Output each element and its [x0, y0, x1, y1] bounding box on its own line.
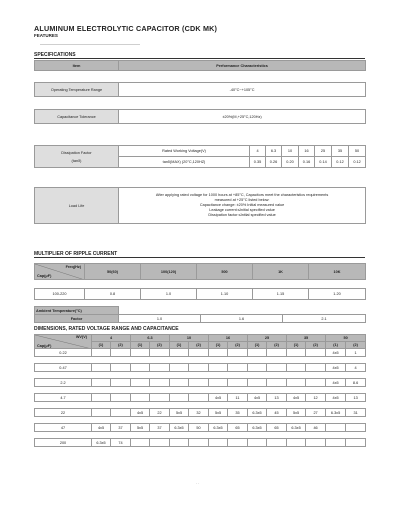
- factor-header: Factor: [35, 315, 119, 323]
- factor-value: 2.1: [283, 315, 366, 323]
- dim-voltage: 50: [326, 335, 366, 342]
- dimension-ripple: [306, 349, 326, 357]
- blank-cell: [35, 372, 366, 379]
- dissipation-factor-label: [35, 146, 119, 168]
- dimension-size: [131, 379, 150, 387]
- dimension-ripple: 13: [346, 394, 366, 402]
- dimension-size: [92, 394, 111, 402]
- dimension-ripple: [306, 364, 326, 372]
- sub-col-1: (1): [209, 342, 228, 349]
- dimension-ripple: 37: [111, 424, 131, 432]
- blank-cell: [119, 168, 366, 188]
- dimension-size: 5x5: [170, 409, 189, 417]
- voltage-cell: 16: [299, 146, 315, 157]
- dimension-ripple: [228, 349, 248, 357]
- dimension-ripple: [228, 379, 248, 387]
- dimension-ripple: [150, 439, 170, 447]
- dimension-size: 4x5: [287, 394, 306, 402]
- dimension-ripple: [267, 379, 287, 387]
- page-mark: · ·: [196, 482, 200, 486]
- blank-cell: [35, 357, 366, 364]
- dimension-ripple: [267, 349, 287, 357]
- dimension-cap: 0.22: [35, 349, 92, 357]
- dimension-ripple: [346, 424, 366, 432]
- dimension-ripple: 8.6: [346, 379, 366, 387]
- dimension-size: 5x5: [209, 409, 228, 417]
- dimension-ripple: [150, 394, 170, 402]
- dimension-ripple: 74: [111, 439, 131, 447]
- dimension-size: [287, 439, 306, 447]
- dimension-size: [92, 364, 111, 372]
- ripple-cap-range: 100-220: [35, 289, 85, 300]
- dimension-ripple: [189, 394, 209, 402]
- dimension-size: [170, 379, 189, 387]
- sub-col-2: (2): [111, 342, 131, 349]
- ambient-temperature-header: Ambient Temperature(°C): [35, 307, 119, 315]
- dimension-size: 6.3x5: [209, 424, 228, 432]
- blank-cell: [35, 97, 119, 110]
- dimension-size: [131, 394, 150, 402]
- dimension-ripple: [189, 439, 209, 447]
- dimension-size: 5x5: [131, 424, 150, 432]
- dim-voltage: 6.3: [131, 335, 170, 342]
- dimension-size: 4x5: [92, 424, 111, 432]
- blank-cell: [35, 168, 119, 188]
- dimension-ripple: 22: [150, 409, 170, 417]
- blank-cell: [119, 307, 366, 315]
- blank-cell: [35, 417, 366, 424]
- dimension-cap: 47: [35, 424, 92, 432]
- voltage-cell: 35: [332, 146, 349, 157]
- dimension-size: [287, 364, 306, 372]
- dimension-size: [248, 379, 267, 387]
- capacitance-tolerance-label: Capacitance Tolerance: [35, 110, 119, 124]
- load-life-line: Dissipation factor:≤Initial specified value: [208, 213, 276, 217]
- dimensions-table: [34, 334, 366, 447]
- dimensions-heading: DIMENSIONS, RATED VOLTAGE RANGE AND CAPACITANCE: [34, 326, 179, 332]
- dimension-size: [248, 349, 267, 357]
- dim-voltage: 35: [287, 335, 326, 342]
- voltage-cell: 50: [349, 146, 366, 157]
- freq-cell: 10K: [309, 264, 366, 280]
- spacer-row: [35, 402, 366, 409]
- wv-cap-corner: [35, 335, 92, 349]
- dimension-size: 4x5: [326, 364, 346, 372]
- dimension-ripple: [111, 349, 131, 357]
- dimension-ripple: 12: [306, 394, 326, 402]
- dimension-ripple: 27: [306, 409, 326, 417]
- dimension-size: 6.3x5: [170, 424, 189, 432]
- dimension-ripple: [189, 379, 209, 387]
- wv-header: WV(V): [75, 335, 87, 339]
- dimension-size: [92, 349, 111, 357]
- dim-voltage: 4: [92, 335, 131, 342]
- sub-col-1: (1): [131, 342, 150, 349]
- sub-col-1: (1): [287, 342, 306, 349]
- sub-col-2: (2): [267, 342, 287, 349]
- features-heading: FEATURES: [34, 33, 58, 38]
- dimension-ripple: [111, 364, 131, 372]
- tan-delta-row-label: tanδ(MAX) (20°C,120HZ): [119, 157, 250, 168]
- blank-cell: [35, 124, 119, 146]
- dimension-ripple: [346, 439, 366, 447]
- dimension-ripple: 45: [267, 409, 287, 417]
- dimension-size: [287, 379, 306, 387]
- dimension-size: [170, 364, 189, 372]
- blank-cell: [85, 280, 366, 289]
- operating-temperature-label: Operating Temperature Range: [35, 83, 119, 97]
- ripple-multiplier: 1.20: [309, 289, 366, 300]
- tan-delta-cell: 0.35: [250, 157, 266, 168]
- temperature-factor-table: [34, 306, 366, 323]
- dimension-row: [35, 439, 366, 447]
- dimension-ripple: 37: [150, 424, 170, 432]
- dimensions-body: [35, 349, 366, 447]
- dimension-ripple: 46: [306, 424, 326, 432]
- freq-cap-corner: [35, 264, 85, 280]
- dimension-ripple: [189, 349, 209, 357]
- blank-cell: [35, 71, 119, 83]
- sub-col-2: (2): [150, 342, 170, 349]
- blank-cell: [35, 432, 366, 439]
- ripple-multiplier: 1.10: [197, 289, 253, 300]
- tan-delta-cell: 0.12: [349, 157, 366, 168]
- dimension-ripple: 11: [228, 394, 248, 402]
- dissipation-factor-sub: (tanδ): [71, 158, 82, 163]
- dimension-ripple: [111, 379, 131, 387]
- sub-col-1: (1): [92, 342, 111, 349]
- operating-temperature-value: -40°C~+105°C: [119, 83, 366, 97]
- dim-voltage: 16: [209, 335, 248, 342]
- dimension-size: [326, 424, 346, 432]
- blank-cell: [119, 97, 366, 110]
- dimension-size: [248, 439, 267, 447]
- voltage-cell: 10: [282, 146, 299, 157]
- dimension-row: [35, 379, 366, 387]
- dimension-ripple: 65: [228, 424, 248, 432]
- load-life-label: Load Life: [35, 188, 119, 224]
- dimension-cap: 4.7: [35, 394, 92, 402]
- dimension-size: [248, 364, 267, 372]
- dimension-ripple: [228, 439, 248, 447]
- section-rule: [34, 58, 365, 59]
- load-life-line: After applying rated voltage for 1000 hours at +85°C, Capacitors meet the characteristics requirements: [155, 193, 329, 197]
- dissipation-factor-title: Dissipation Factor: [61, 150, 92, 155]
- tan-delta-cell: 0.26: [266, 157, 282, 168]
- blank-cell: [119, 124, 366, 146]
- sub-col-1: (1): [248, 342, 267, 349]
- dimension-ripple: 13: [267, 394, 287, 402]
- specifications-table: [34, 60, 366, 224]
- dimension-ripple: 65: [267, 424, 287, 432]
- voltage-cell: 4: [250, 146, 266, 157]
- dimension-ripple: 50: [189, 424, 209, 432]
- dimension-ripple: [306, 379, 326, 387]
- sub-col-2: (2): [306, 342, 326, 349]
- ripple-multiplier: 0.8: [85, 289, 141, 300]
- tan-delta-cell: 0.20: [282, 157, 299, 168]
- dimension-size: 5x5: [287, 409, 306, 417]
- document-title: ALUMINUM ELECTROLYTIC CAPACITOR (CDK MK): [34, 24, 218, 33]
- dimension-ripple: 32: [189, 409, 209, 417]
- dimension-size: [92, 409, 111, 417]
- rated-voltage-row-label: Rated Working Voltage(V): [119, 146, 250, 157]
- load-life-text: [119, 188, 366, 224]
- spacer-row: [35, 417, 366, 424]
- dimension-size: 4x5: [209, 394, 228, 402]
- dimension-ripple: [189, 364, 209, 372]
- dimension-size: 4x5: [248, 394, 267, 402]
- dimension-size: [209, 349, 228, 357]
- blank-cell: [119, 71, 366, 83]
- ripple-multiplier: 1.0: [141, 289, 197, 300]
- ripple-current-table: [34, 263, 366, 307]
- freq-cell: 1K: [253, 264, 309, 280]
- dimension-ripple: [150, 379, 170, 387]
- dimension-size: [92, 379, 111, 387]
- factor-value: 1.6: [201, 315, 283, 323]
- blank-cell: [35, 387, 366, 394]
- dimension-size: 6.3x5: [248, 424, 267, 432]
- dimension-ripple: [150, 349, 170, 357]
- freq-cell: 100(120): [141, 264, 197, 280]
- dimension-size: [170, 439, 189, 447]
- dimension-row: [35, 349, 366, 357]
- dimension-size: [209, 439, 228, 447]
- dimension-ripple: 35: [228, 409, 248, 417]
- dimension-ripple: [228, 364, 248, 372]
- load-life-line: measured at +25°C listed below:: [214, 198, 270, 202]
- dim-voltage: 25: [248, 335, 287, 342]
- cap-header: Cap(μF): [37, 274, 52, 278]
- dimension-ripple: 4: [346, 364, 366, 372]
- capacitance-tolerance-value: ±20%(M,+25°C,120Hz): [119, 110, 366, 124]
- dimension-ripple: [306, 439, 326, 447]
- spacer-row: [35, 372, 366, 379]
- sub-col-2: (2): [228, 342, 248, 349]
- dimension-size: 6.3x5: [248, 409, 267, 417]
- tan-delta-cell: 0.12: [332, 157, 349, 168]
- spacer-row: [35, 357, 366, 364]
- features-text-line: [40, 44, 140, 45]
- dimension-size: [131, 349, 150, 357]
- sub-col-1: (1): [170, 342, 189, 349]
- cap-header: Cap(μF): [37, 344, 52, 348]
- blank-cell: [35, 280, 85, 289]
- dimension-size: [131, 439, 150, 447]
- dimension-size: 6.3x5: [326, 409, 346, 417]
- factor-value: 1.0: [119, 315, 201, 323]
- dimension-row: [35, 364, 366, 372]
- dimension-size: [131, 364, 150, 372]
- dimension-size: 6.3x5: [287, 424, 306, 432]
- spacer-row: [35, 387, 366, 394]
- dimension-size: [170, 394, 189, 402]
- dimension-ripple: [150, 364, 170, 372]
- load-life-line: Leakage current:≤Initial specified value: [209, 208, 275, 212]
- dimension-ripple: [111, 409, 131, 417]
- dimension-cap: 22: [35, 409, 92, 417]
- dimension-ripple: 31: [346, 409, 366, 417]
- dim-voltage: 10: [170, 335, 209, 342]
- sub-col-2: (2): [346, 342, 366, 349]
- dimension-row: [35, 409, 366, 417]
- dimension-ripple: [267, 364, 287, 372]
- spacer-row: [35, 432, 366, 439]
- freq-cell: 500: [197, 264, 253, 280]
- spec-col-item: Item: [35, 61, 119, 71]
- dimension-size: 4x5: [326, 379, 346, 387]
- dimension-size: [170, 349, 189, 357]
- dimension-ripple: 1: [346, 349, 366, 357]
- ripple-current-heading: MULTIPLIER OF RIPPLE CURRENT: [34, 251, 118, 257]
- freq-cell: 50(60): [85, 264, 141, 280]
- load-life-line: Capacitance change: ±20% Initial measured value: [199, 203, 285, 207]
- dimension-size: [209, 379, 228, 387]
- dimension-size: [326, 439, 346, 447]
- dimension-size: 6.3x5: [92, 439, 111, 447]
- voltage-cell: 25: [315, 146, 332, 157]
- dimension-size: [209, 364, 228, 372]
- sub-col-2: (2): [189, 342, 209, 349]
- dimension-ripple: [267, 439, 287, 447]
- dimension-row: [35, 424, 366, 432]
- blank-cell: [35, 402, 366, 409]
- specifications-heading: SPECIFICATIONS: [34, 52, 76, 58]
- dimension-row: [35, 394, 366, 402]
- dimension-ripple: [111, 394, 131, 402]
- dimension-size: 4x5: [326, 349, 346, 357]
- sub-col-1: (1): [326, 342, 346, 349]
- dimension-size: 4x5: [131, 409, 150, 417]
- ripple-multiplier: 1.15: [253, 289, 309, 300]
- dimension-size: 4x5: [326, 394, 346, 402]
- voltage-cell: 6.3: [266, 146, 282, 157]
- tan-delta-cell: 0.14: [315, 157, 332, 168]
- dimension-cap: 200: [35, 439, 92, 447]
- dimension-size: [287, 349, 306, 357]
- dimension-cap: 2.2: [35, 379, 92, 387]
- tan-delta-cell: 0.16: [299, 157, 315, 168]
- dimension-cap: 0.47: [35, 364, 92, 372]
- section-rule: [34, 257, 365, 258]
- spec-col-performance: Performance Characteristics: [119, 61, 366, 71]
- freq-header: Freq(Hz): [65, 265, 81, 269]
